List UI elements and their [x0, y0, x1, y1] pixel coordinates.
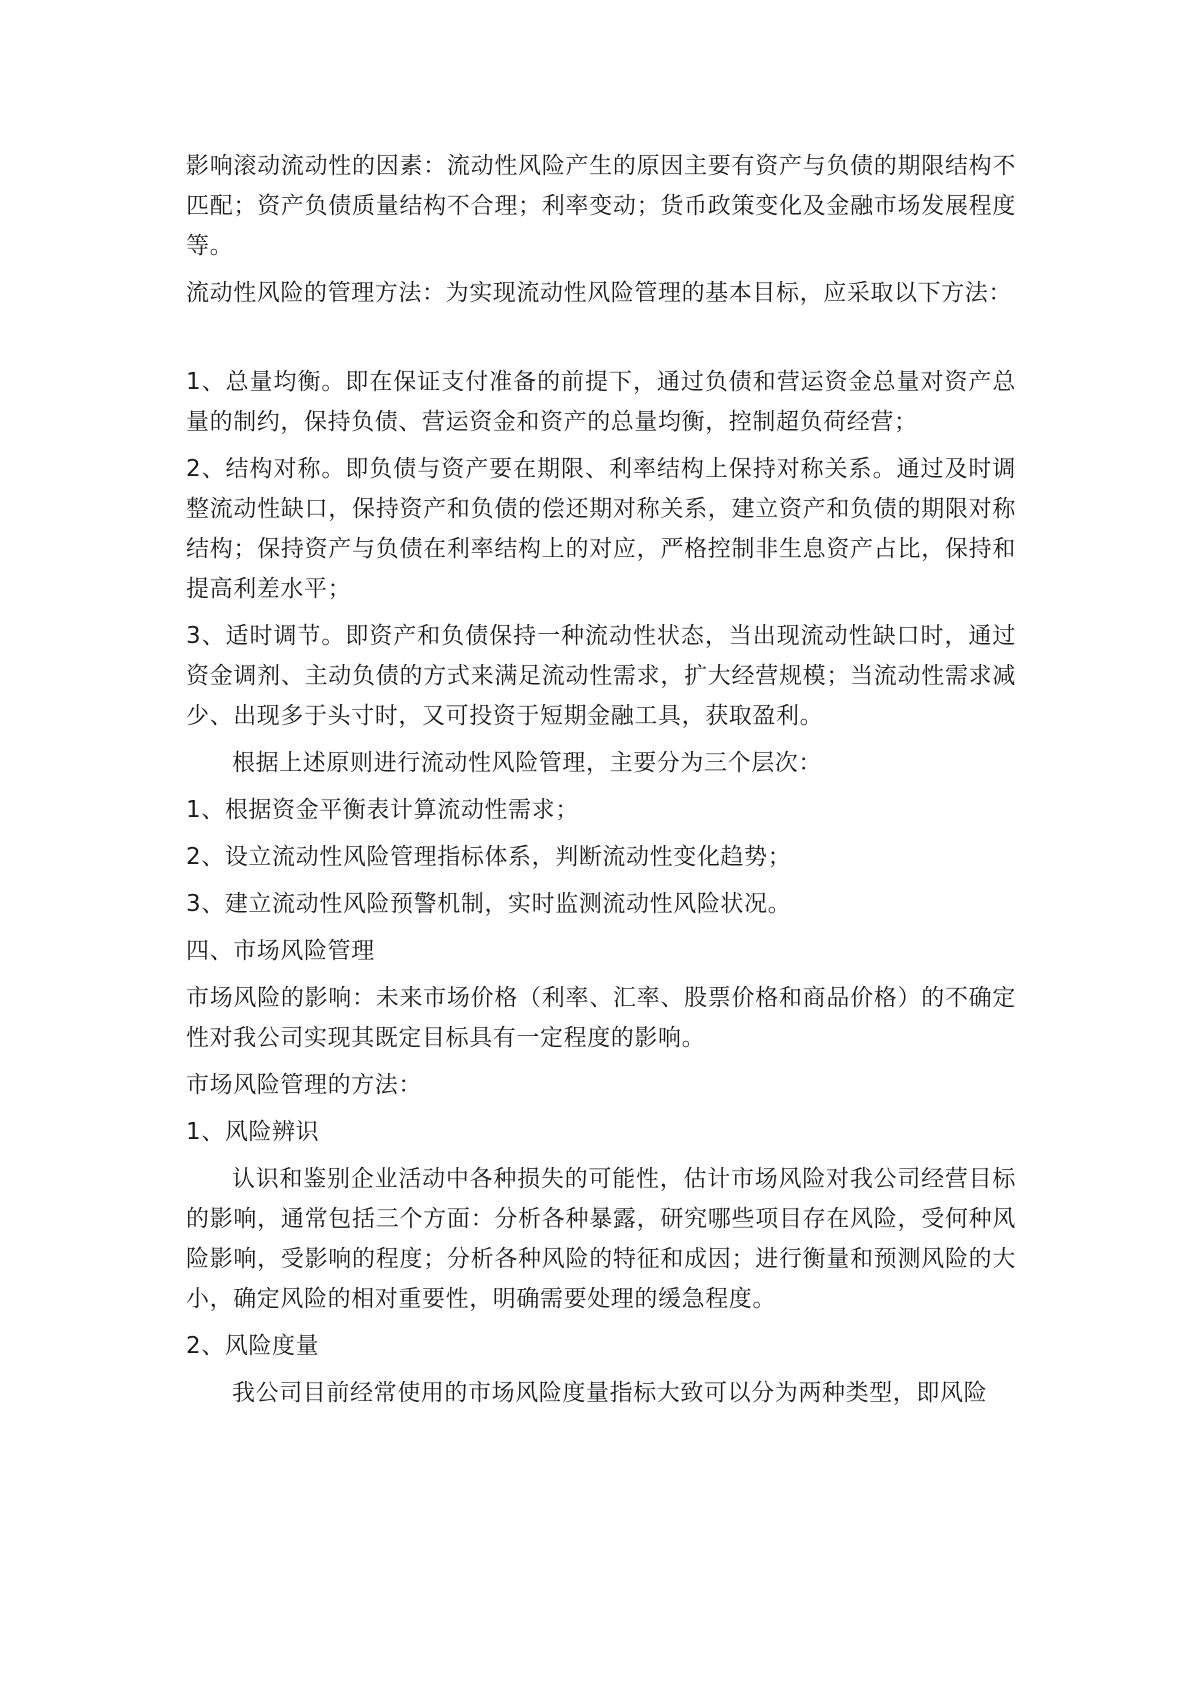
paragraph-market-risk-impact: 市场风险的影响：未来市场价格（利率、汇率、股票价格和商品价格）的不确定性对我公司实现其既定目标具有一定程度的影响。	[186, 985, 1016, 1051]
list-item-level-3: 3、建立流动性风险预警机制，实时监测流动性风险状况。	[186, 891, 792, 917]
paragraph-three-levels-intro: 根据上述原则进行流动性风险管理，主要分为三个层次：	[232, 750, 822, 776]
paragraph-risk-measurement: 我公司目前经常使用的市场风险度量指标大致可以分为两种类型，即风险	[232, 1380, 988, 1406]
paragraph-structure-symmetry: 2、结构对称。即负债与资产要在期限、利率结构上保持对称关系。通过及时调整流动性缺口，保持资产和负债的偿还期对称关系，建立资产和负债的期限对称结构；保持资产与负债在利率结构上的对应，严格控制非生息资产占比，保持和提高利差水平；	[186, 456, 1016, 602]
subheading-risk-identification: 1、风险辨识	[186, 1119, 320, 1145]
paragraph-total-balance: 1、总量均衡。即在保证支付准备的前提下，通过负债和营运资金总量对资产总量的制约，保持负债、营运资金和资产的总量均衡，控制超负荷经营；	[186, 369, 1016, 435]
paragraph-market-risk-methods: 市场风险管理的方法：	[186, 1072, 422, 1098]
subheading-risk-measurement: 2、风险度量	[186, 1333, 320, 1359]
paragraph-liquidity-methods: 流动性风险的管理方法：为实现流动性风险管理的基本目标，应采取以下方法：	[186, 280, 1012, 306]
paragraph-liquidity-factors: 影响滚动流动性的因素：流动性风险产生的原因主要有资产与负债的期限结构不匹配；资产负债质量结构不合理；利率变动；货币政策变化及金融市场发展程度等。	[186, 153, 1016, 259]
list-item-level-2: 2、设立流动性风险管理指标体系，判断流动性变化趋势；	[186, 844, 792, 870]
list-item-level-1: 1、根据资金平衡表计算流动性需求；	[186, 797, 579, 823]
blank-line	[186, 320, 1016, 362]
paragraph-timely-adjustment: 3、适时调节。即资产和负债保持一种流动性状态，当出现流动性缺口时，通过资金调剂、主动负债的方式来满足流动性需求，扩大经营规模；当流动性需求减少、出现多于头寸时，又可投资于短期金融工具，获取盈利。	[186, 623, 1016, 729]
paragraph-risk-identification: 认识和鉴别企业活动中各种损失的可能性，估计市场风险对我公司经营目标的影响，通常包括三个方面：分析各种暴露，研究哪些项目存在风险，受何种风险影响，受影响的程度；分析各种风险的特征和成因；进行衡量和预测风险的大小，确定风险的相对重要性，明确需要处理的缓急程度。	[186, 1166, 1016, 1312]
document-body	[186, 146, 1016, 1420]
section-heading-market-risk: 四、市场风险管理	[186, 938, 375, 964]
